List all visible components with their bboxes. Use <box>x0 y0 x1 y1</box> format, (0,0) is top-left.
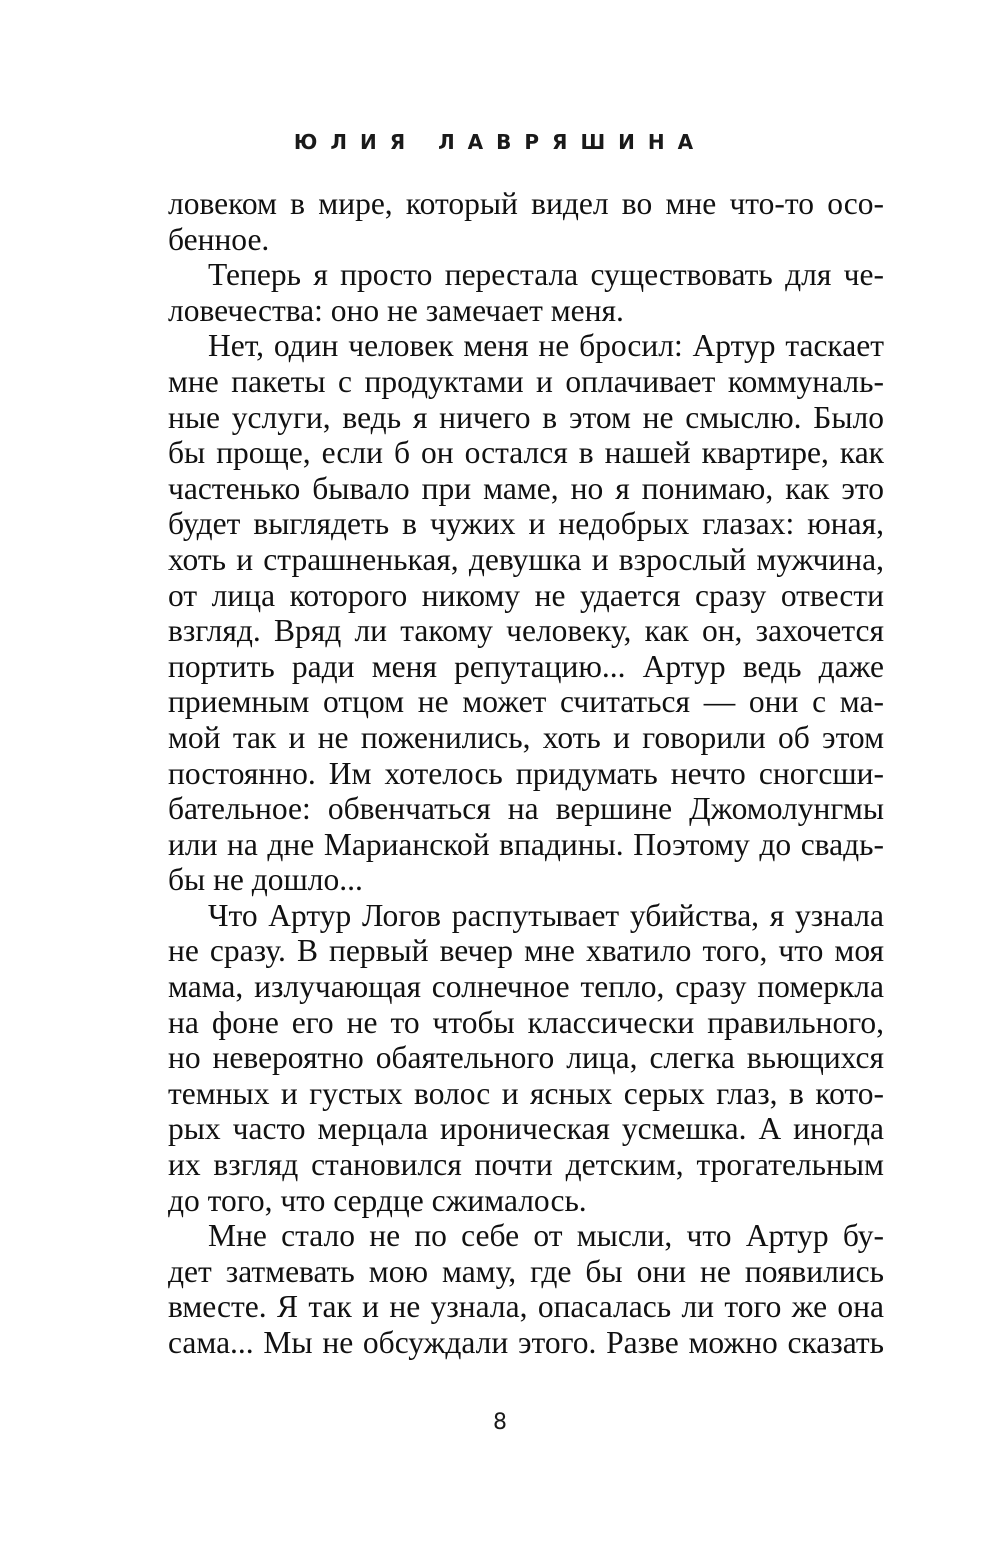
text-line: Нет, один человек меня не бросил: Артур таскает <box>208 328 884 364</box>
text-line: взгляд. Вряд ли такому человеку, как он, захочется <box>168 613 884 649</box>
text-line: темных и густых волос и ясных серых глаз, в кото- <box>168 1075 884 1111</box>
text-line: Что Артур Логов распутывает убийства, я узнала <box>208 897 884 933</box>
text-line: рых часто мерцала ироническая усмешка. А иногда <box>168 1111 884 1147</box>
text-line: или на дне Марианской впадины. Поэтому до свадь- <box>168 826 884 862</box>
text-line: постоянно. Им хотелось придумать нечто сногсши- <box>168 755 884 791</box>
text-line: вместе. Я так и не узнала, опасалась ли того же она <box>168 1289 884 1325</box>
text-line: но невероятно обаятельного лица, слегка вьющихся <box>168 1040 884 1076</box>
running-head-author: ЮЛИЯ ЛАВРЯШИНА <box>293 130 707 154</box>
text-line: Теперь я просто перестала существовать для че- <box>208 257 884 293</box>
text-line: их взгляд становился почти детским, трогательным <box>168 1147 884 1183</box>
text-line: частенько бывало при маме, но я понимаю, как это <box>168 470 884 506</box>
text-line: дет затмевать мою маму, где бы они не появились <box>168 1253 884 1289</box>
text-line: бы не дошло... <box>168 862 363 898</box>
text-line: Мне стало не по себе от мысли, что Артур бу- <box>208 1218 884 1254</box>
text-line: бы проще, если б он остался в нашей квартире, как <box>168 435 884 471</box>
text-line: сама... Мы не обсуждали этого. Разве можно сказать <box>168 1325 884 1360</box>
text-line: портить ради меня репутацию... Артур ведь даже <box>168 648 884 684</box>
text-line: мама, излучающая солнечное тепло, сразу померкла <box>168 969 884 1005</box>
text-line: на фоне его не то чтобы классически правильного, <box>168 1004 884 1040</box>
text-line: от лица которого никому не удается сразу отвести <box>168 577 884 613</box>
text-line: ловеком в мире, который видел во мне что-то осо- <box>168 186 884 221</box>
text-line: ные услуги, ведь я ничего в этом не смыслю. Было <box>168 399 884 435</box>
text-line: до того, что сердце сжималось. <box>168 1182 587 1218</box>
body-text <box>168 186 884 1361</box>
text-line: бательное: обвенчаться на вершине Джомолунгмы <box>168 791 884 827</box>
text-line: мне пакеты с продуктами и оплачивает коммуналь- <box>168 363 884 399</box>
text-line: будет выглядеть в чужих и недобрых глазах: юная, <box>168 506 884 542</box>
text-line: хоть и страшненькая, девушка и взрослый мужчина, <box>168 541 884 577</box>
text-line: ловечества: оно не замечает меня. <box>168 292 624 328</box>
text-line: бенное. <box>168 221 270 257</box>
text-line: не сразу. В первый вечер мне хватило того, что моя <box>168 933 884 969</box>
page-number: 8 <box>493 1410 507 1435</box>
text-line: приемным отцом не может считаться — они с ма- <box>168 684 884 720</box>
text-line: мой так и не поженились, хоть и говорили об этом <box>168 719 884 755</box>
